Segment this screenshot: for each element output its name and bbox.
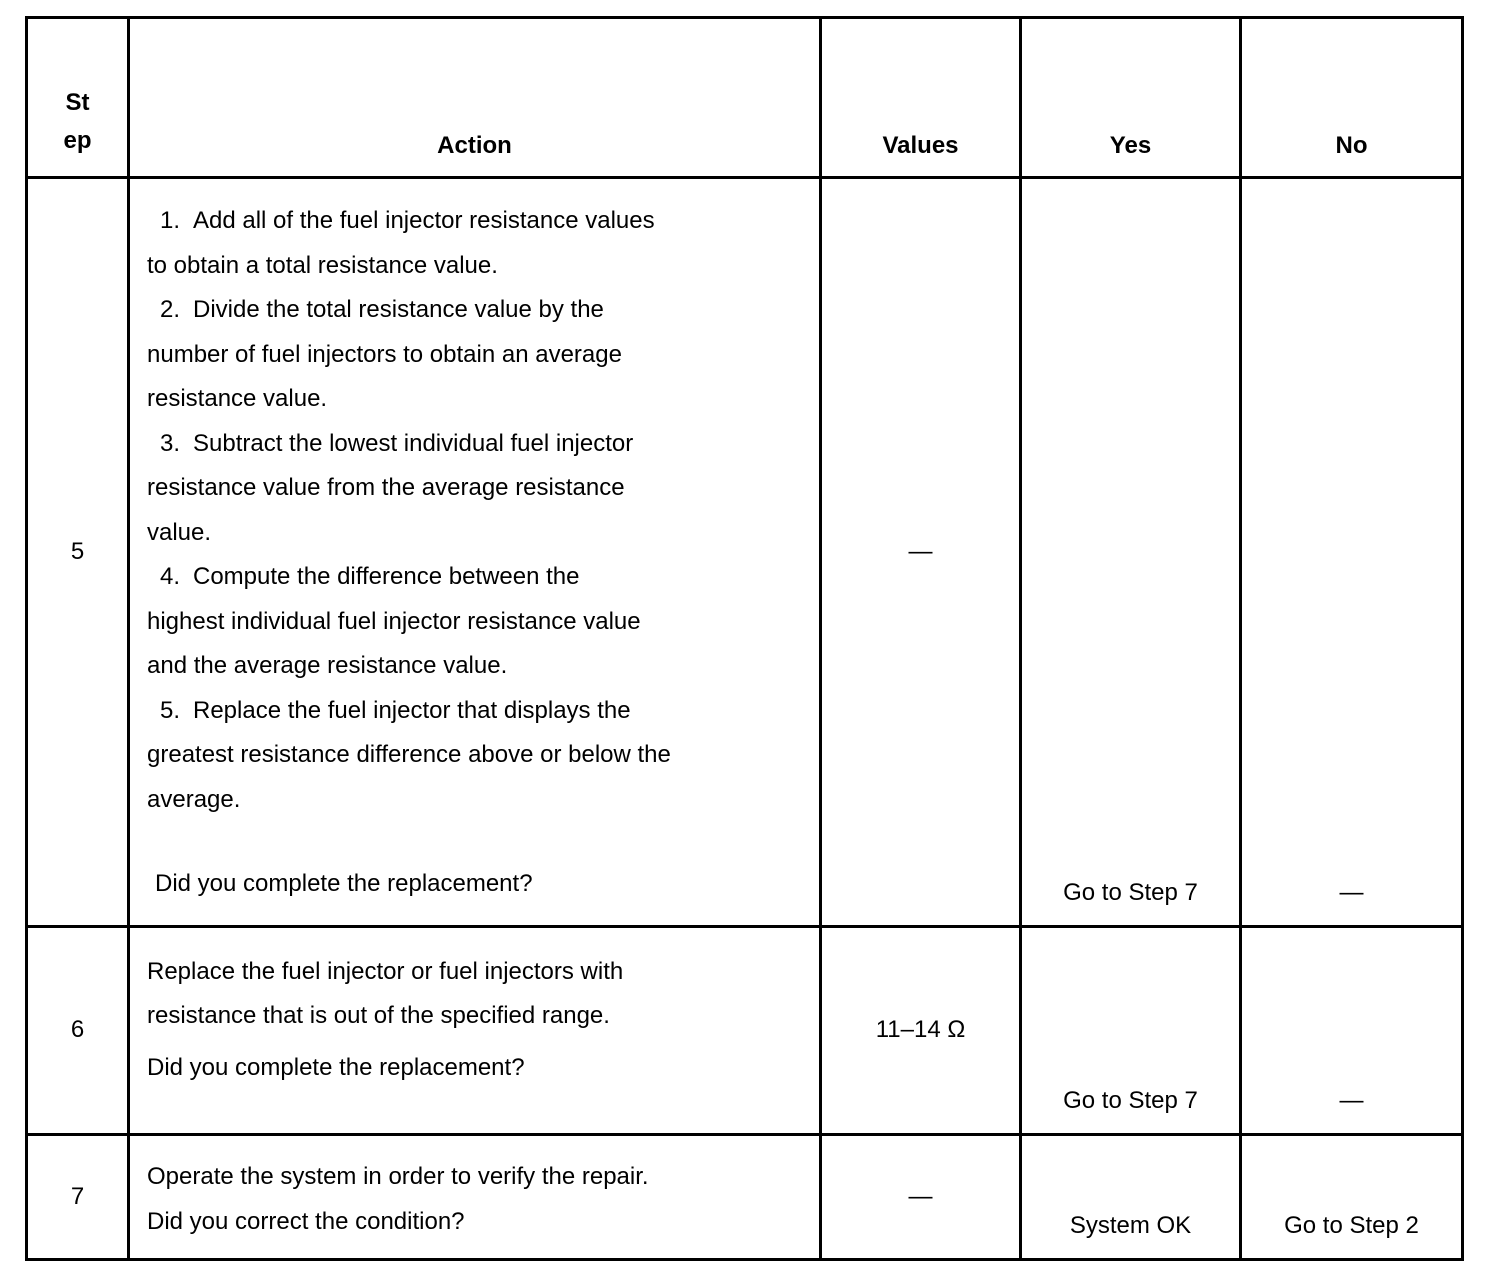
table-row-step-6 <box>27 926 1463 1134</box>
step-number: 7 <box>27 1134 129 1259</box>
header-yes: Yes <box>1021 18 1241 178</box>
action-question: Did you correct the condition? <box>147 1207 465 1235</box>
action-item-1-cont: to obtain a total resistance value. <box>147 251 498 279</box>
action-question: Did you complete the replacement? <box>147 1053 525 1081</box>
action-item-3: 3. Subtract the lowest individual fuel injector <box>159 429 634 457</box>
action-item-5-cont: greatest resistance difference above or below the <box>147 741 671 768</box>
no-cell: — <box>1241 178 1463 927</box>
action-item-4-cont: and the average resistance value. <box>147 652 508 679</box>
header-step <box>27 18 129 178</box>
action-question: Did you complete the replacement? <box>155 870 533 897</box>
action-item-3-cont: resistance value from the average resistance <box>147 474 625 501</box>
action-item-4: 4. Compute the difference between the <box>159 563 580 590</box>
yes-cell: System OK <box>1021 1134 1241 1259</box>
action-item-3-cont: value. <box>147 518 212 546</box>
action-line: Replace the fuel injector or fuel injectors with <box>147 957 624 985</box>
header-row <box>27 18 1463 178</box>
action-item-4-cont: highest individual fuel injector resistance value <box>147 607 641 635</box>
yes-cell: Go to Step 7 <box>1021 178 1241 927</box>
values-cell: — <box>821 178 1021 927</box>
action-cell <box>129 178 821 927</box>
action-cell <box>129 1134 821 1259</box>
header-no: No <box>1241 18 1463 178</box>
step-number: 5 <box>27 178 129 927</box>
action-item-1: 1. Add all of the fuel injector resistance values <box>159 207 655 234</box>
action-item-5: 5. Replace the fuel injector that displays the <box>159 696 631 724</box>
header-step-line1: St <box>65 89 90 116</box>
no-cell: — <box>1241 926 1463 1134</box>
header-values: Values <box>821 18 1021 178</box>
action-item-2: 2. Divide the total resistance value by the <box>159 296 604 323</box>
step-number: 6 <box>27 926 129 1134</box>
header-step-line2: ep <box>63 127 92 154</box>
no-cell: Go to Step 2 <box>1241 1134 1463 1259</box>
values-cell: — <box>821 1134 1021 1259</box>
table-row-step-7 <box>27 1134 1463 1259</box>
header-action: Action <box>129 18 821 178</box>
values-cell: 11–14 Ω <box>821 926 1021 1134</box>
action-cell <box>129 926 821 1134</box>
action-line: resistance that is out of the specified range. <box>147 1001 610 1029</box>
action-item-2-cont: number of fuel injectors to obtain an average <box>147 340 622 368</box>
action-item-2-cont: resistance value. <box>147 385 328 412</box>
diagnostic-table <box>25 16 1464 1261</box>
table-row-step-5 <box>27 178 1463 927</box>
action-item-5-cont: average. <box>147 785 241 813</box>
yes-cell: Go to Step 7 <box>1021 926 1241 1134</box>
action-line: Operate the system in order to verify the repair. <box>147 1162 649 1190</box>
